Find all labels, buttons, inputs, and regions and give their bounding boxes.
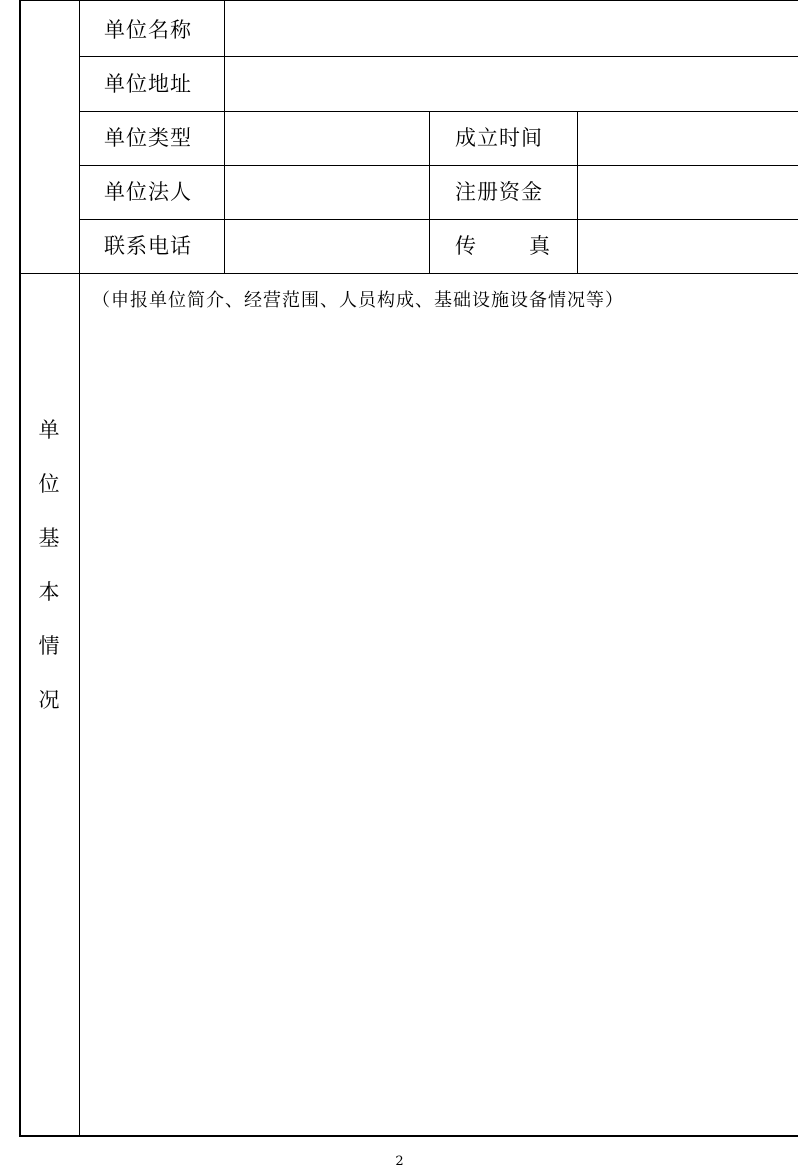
legal-person-label: 单位法人 (104, 180, 192, 204)
section-label-char: 况 (38, 688, 60, 712)
registered-capital-label: 注册资金 (455, 180, 543, 204)
section-label-char: 位 (38, 472, 60, 496)
fax-label (455, 234, 551, 258)
row-divider (79, 219, 798, 220)
right-label-divider (577, 111, 578, 273)
established-label: 成立时间 (455, 126, 543, 150)
section-label-char: 基 (38, 526, 60, 550)
legal-person-field[interactable] (226, 167, 428, 218)
unit-type-field[interactable] (226, 113, 428, 164)
unit-address-label: 单位地址 (104, 72, 192, 96)
unit-name-label: 单位名称 (104, 18, 192, 42)
row-divider (79, 165, 798, 166)
unit-type-label: 单位类型 (104, 126, 192, 150)
section-label-char: 情 (38, 634, 60, 658)
phone-label: 联系电话 (104, 234, 192, 258)
section-label (19, 418, 79, 742)
label-column-divider (79, 0, 80, 1137)
row-divider (19, 273, 798, 274)
intro-instruction: （申报单位简介、经营范围、人员构成、基础设施设备情况等） (92, 290, 624, 311)
intro-text-area[interactable] (81, 320, 796, 1132)
mid-divider (429, 111, 430, 273)
row-divider (79, 56, 798, 57)
section-label-char: 单 (38, 418, 60, 442)
registered-capital-field[interactable] (579, 167, 796, 218)
unit-name-field[interactable] (226, 2, 796, 55)
fax-label-char: 传 (455, 234, 477, 258)
fax-field[interactable] (579, 221, 796, 272)
field-label-divider (224, 0, 225, 273)
unit-address-field[interactable] (226, 58, 796, 110)
phone-field[interactable] (226, 221, 428, 272)
row-divider (79, 111, 798, 112)
page-number: 2 (395, 1154, 404, 1169)
established-field[interactable] (579, 113, 796, 164)
section-label-char: 本 (38, 580, 60, 604)
fax-label-char: 真 (529, 234, 551, 258)
